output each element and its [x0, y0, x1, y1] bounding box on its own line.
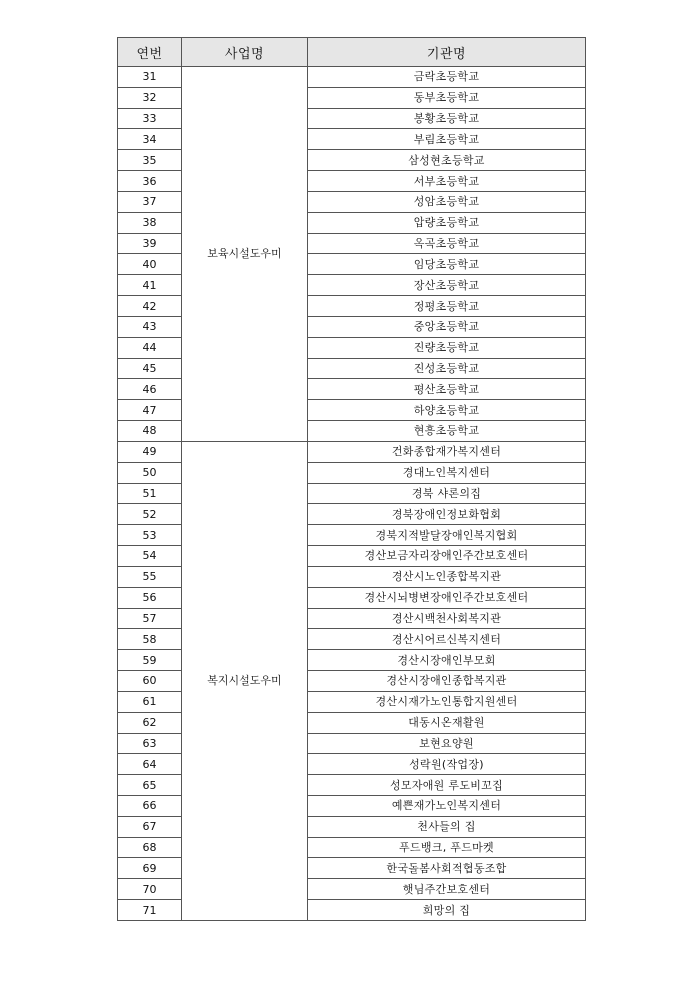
row-number-cell: 68: [118, 837, 182, 858]
institution-name-cell: 금락초등학교: [308, 67, 586, 88]
row-number-cell: 38: [118, 212, 182, 233]
row-number-cell: 65: [118, 775, 182, 796]
row-number-cell: 47: [118, 400, 182, 421]
table-body: [118, 67, 586, 921]
row-number-cell: 61: [118, 691, 182, 712]
institution-name-cell: 푸드뱅크, 푸드마켓: [308, 837, 586, 858]
institution-table: [117, 37, 586, 921]
header-number: 연번: [118, 38, 182, 67]
table-row: [118, 67, 586, 88]
institution-name-cell: 하양초등학교: [308, 400, 586, 421]
row-number-cell: 36: [118, 171, 182, 192]
row-number-cell: 39: [118, 233, 182, 254]
institution-name-cell: 건화종합재가복지센터: [308, 441, 586, 462]
institution-name-cell: 경산시재가노인통합지원센터: [308, 691, 586, 712]
business-name-cell: 복지시설도우미: [182, 441, 308, 920]
institution-name-cell: 동부초등학교: [308, 87, 586, 108]
header-institution: 기관명: [308, 38, 586, 67]
row-number-cell: 52: [118, 504, 182, 525]
institution-name-cell: 부림초등학교: [308, 129, 586, 150]
institution-name-cell: 경산보금자리장애인주간보호센터: [308, 546, 586, 567]
institution-name-cell: 현흥초등학교: [308, 421, 586, 442]
row-number-cell: 56: [118, 587, 182, 608]
row-number-cell: 70: [118, 879, 182, 900]
institution-name-cell: 경산시백천사회복지관: [308, 608, 586, 629]
institution-name-cell: 임당초등학교: [308, 254, 586, 275]
row-number-cell: 60: [118, 671, 182, 692]
institution-name-cell: 삼성현초등학교: [308, 150, 586, 171]
row-number-cell: 32: [118, 87, 182, 108]
institution-name-cell: 서부초등학교: [308, 171, 586, 192]
row-number-cell: 40: [118, 254, 182, 275]
row-number-cell: 62: [118, 712, 182, 733]
row-number-cell: 53: [118, 525, 182, 546]
row-number-cell: 44: [118, 337, 182, 358]
table-row: [118, 441, 586, 462]
institution-name-cell: 경산시뇌병변장애인주간보호센터: [308, 587, 586, 608]
row-number-cell: 42: [118, 296, 182, 317]
institution-name-cell: 대동시온재활원: [308, 712, 586, 733]
row-number-cell: 35: [118, 150, 182, 171]
row-number-cell: 37: [118, 191, 182, 212]
institution-name-cell: 천사들의 집: [308, 816, 586, 837]
row-number-cell: 57: [118, 608, 182, 629]
institution-name-cell: 평산초등학교: [308, 379, 586, 400]
table-header-row: [118, 38, 586, 67]
institution-name-cell: 경북지적발달장애인복지협회: [308, 525, 586, 546]
row-number-cell: 41: [118, 275, 182, 296]
row-number-cell: 67: [118, 816, 182, 837]
row-number-cell: 69: [118, 858, 182, 879]
institution-name-cell: 장산초등학교: [308, 275, 586, 296]
row-number-cell: 31: [118, 67, 182, 88]
institution-name-cell: 경북장애인정보화협회: [308, 504, 586, 525]
row-number-cell: 34: [118, 129, 182, 150]
institution-name-cell: 희망의 집: [308, 900, 586, 921]
institution-name-cell: 경대노인복지센터: [308, 462, 586, 483]
row-number-cell: 59: [118, 650, 182, 671]
institution-name-cell: 성암초등학교: [308, 191, 586, 212]
row-number-cell: 48: [118, 421, 182, 442]
header-business: 사업명: [182, 38, 308, 67]
institution-name-cell: 경산시장애인부모회: [308, 650, 586, 671]
institution-name-cell: 진성초등학교: [308, 358, 586, 379]
institution-name-cell: 진량초등학교: [308, 337, 586, 358]
row-number-cell: 33: [118, 108, 182, 129]
institution-name-cell: 한국돌봄사회적협동조합: [308, 858, 586, 879]
institution-name-cell: 예쁜재가노인복지센터: [308, 795, 586, 816]
row-number-cell: 50: [118, 462, 182, 483]
institution-name-cell: 성락원(작업장): [308, 754, 586, 775]
row-number-cell: 49: [118, 441, 182, 462]
institution-name-cell: 정평초등학교: [308, 296, 586, 317]
row-number-cell: 51: [118, 483, 182, 504]
row-number-cell: 58: [118, 629, 182, 650]
row-number-cell: 63: [118, 733, 182, 754]
row-number-cell: 46: [118, 379, 182, 400]
row-number-cell: 55: [118, 566, 182, 587]
row-number-cell: 71: [118, 900, 182, 921]
institution-name-cell: 경산시노인종합복지관: [308, 566, 586, 587]
row-number-cell: 43: [118, 316, 182, 337]
institution-name-cell: 옥곡초등학교: [308, 233, 586, 254]
institution-name-cell: 중앙초등학교: [308, 316, 586, 337]
institution-name-cell: 보현요양원: [308, 733, 586, 754]
row-number-cell: 66: [118, 795, 182, 816]
institution-name-cell: 햇님주간보호센터: [308, 879, 586, 900]
institution-name-cell: 성모자애원 루도비꼬집: [308, 775, 586, 796]
institution-name-cell: 압량초등학교: [308, 212, 586, 233]
institution-name-cell: 봉황초등학교: [308, 108, 586, 129]
row-number-cell: 54: [118, 546, 182, 567]
institution-name-cell: 경산시어르신복지센터: [308, 629, 586, 650]
institution-name-cell: 경북 샤론의집: [308, 483, 586, 504]
row-number-cell: 64: [118, 754, 182, 775]
business-name-cell: 보육시설도우미: [182, 67, 308, 442]
row-number-cell: 45: [118, 358, 182, 379]
institution-name-cell: 경산시장애인종합복지관: [308, 671, 586, 692]
